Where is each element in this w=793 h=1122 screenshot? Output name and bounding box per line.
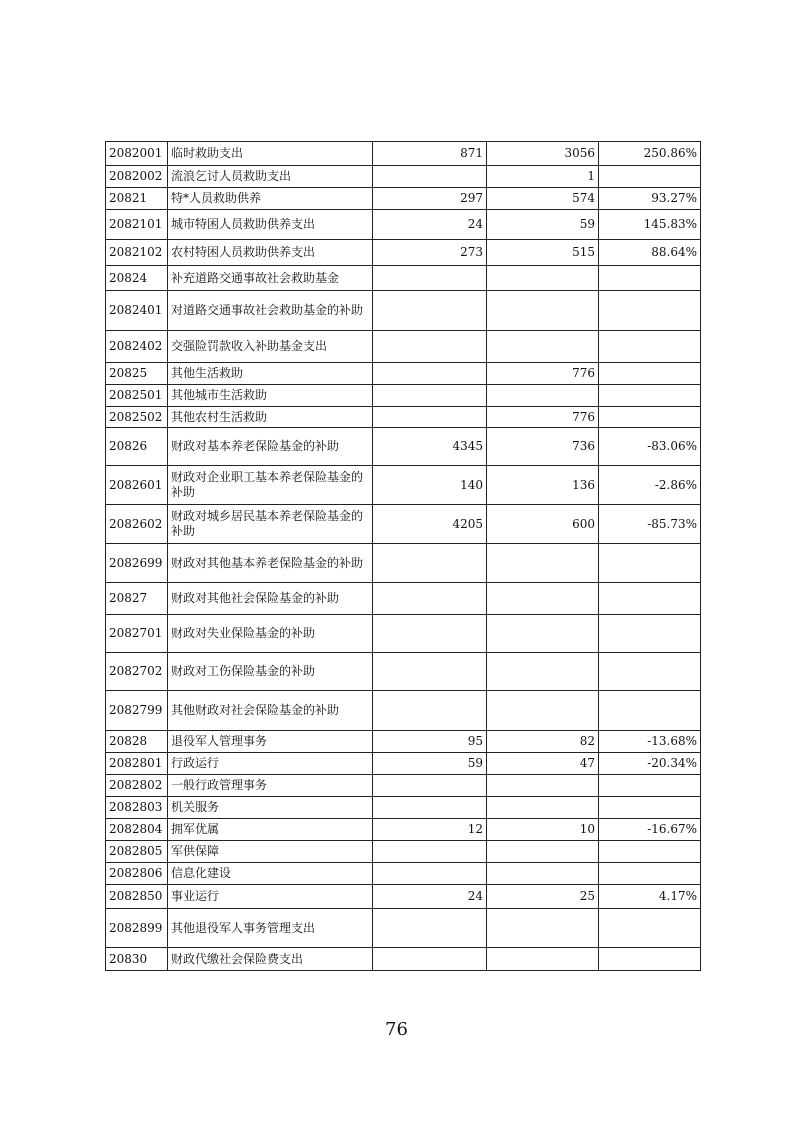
item-name: 机关服务 xyxy=(168,797,373,819)
item-name: 补充道路交通事故社会救助基金 xyxy=(168,266,373,291)
item-code: 2082702 xyxy=(106,653,168,691)
value-2: 10 xyxy=(487,819,599,841)
value-1: 4345 xyxy=(373,428,487,466)
percent-change xyxy=(599,653,701,691)
item-code: 20826 xyxy=(106,428,168,466)
item-name: 行政运行 xyxy=(168,753,373,775)
table-row xyxy=(106,909,701,948)
item-name: 其他财政对社会保险基金的补助 xyxy=(168,691,373,731)
item-name: 一般行政管理事务 xyxy=(168,775,373,797)
percent-change xyxy=(599,291,701,331)
value-2: 574 xyxy=(487,188,599,210)
item-code: 2082803 xyxy=(106,797,168,819)
table-row xyxy=(106,753,701,775)
table-row xyxy=(106,885,701,909)
table-row xyxy=(106,797,701,819)
item-code: 2082001 xyxy=(106,142,168,166)
table-row xyxy=(106,819,701,841)
value-1: 59 xyxy=(373,753,487,775)
table-row xyxy=(106,188,701,210)
item-name: 财政对工伤保险基金的补助 xyxy=(168,653,373,691)
item-name: 退役军人管理事务 xyxy=(168,731,373,753)
percent-change xyxy=(599,266,701,291)
value-2: 25 xyxy=(487,885,599,909)
value-2: 1 xyxy=(487,166,599,188)
table-row xyxy=(106,210,701,240)
value-2 xyxy=(487,775,599,797)
table-row xyxy=(106,266,701,291)
value-2 xyxy=(487,909,599,948)
value-1 xyxy=(373,291,487,331)
table-row xyxy=(106,385,701,407)
value-2: 47 xyxy=(487,753,599,775)
budget-table xyxy=(105,141,701,971)
value-1: 297 xyxy=(373,188,487,210)
value-2 xyxy=(487,385,599,407)
item-name: 特*人员救助供养 xyxy=(168,188,373,210)
item-code: 20827 xyxy=(106,583,168,615)
table-row xyxy=(106,731,701,753)
percent-change: -16.67% xyxy=(599,819,701,841)
item-name: 临时救助支出 xyxy=(168,142,373,166)
percent-change xyxy=(599,948,701,971)
item-name: 财政对其他社会保险基金的补助 xyxy=(168,583,373,615)
table-row xyxy=(106,691,701,731)
item-name: 拥军优属 xyxy=(168,819,373,841)
table-row xyxy=(106,166,701,188)
value-2 xyxy=(487,615,599,653)
item-name: 财政对企业职工基本养老保险基金的补助 xyxy=(168,466,373,505)
item-code: 2082799 xyxy=(106,691,168,731)
percent-change: 250.86% xyxy=(599,142,701,166)
item-code: 2082850 xyxy=(106,885,168,909)
item-name: 城市特困人员救助供养支出 xyxy=(168,210,373,240)
value-1 xyxy=(373,775,487,797)
percent-change xyxy=(599,775,701,797)
table-row xyxy=(106,142,701,166)
percent-change xyxy=(599,583,701,615)
table-row xyxy=(106,291,701,331)
value-1 xyxy=(373,407,487,428)
value-1 xyxy=(373,266,487,291)
value-1 xyxy=(373,615,487,653)
value-1 xyxy=(373,863,487,885)
percent-change: 145.83% xyxy=(599,210,701,240)
item-code: 2082802 xyxy=(106,775,168,797)
item-code: 2082701 xyxy=(106,615,168,653)
table-row xyxy=(106,466,701,505)
item-code: 2082805 xyxy=(106,841,168,863)
value-1: 273 xyxy=(373,240,487,266)
value-1 xyxy=(373,385,487,407)
value-1 xyxy=(373,363,487,385)
value-2 xyxy=(487,797,599,819)
percent-change xyxy=(599,863,701,885)
percent-change: -85.73% xyxy=(599,505,701,544)
item-code: 2082102 xyxy=(106,240,168,266)
value-2: 776 xyxy=(487,407,599,428)
value-2: 136 xyxy=(487,466,599,505)
value-2 xyxy=(487,544,599,583)
value-2 xyxy=(487,653,599,691)
item-name: 财政对基本养老保险基金的补助 xyxy=(168,428,373,466)
table-row xyxy=(106,948,701,971)
item-code: 2082402 xyxy=(106,331,168,363)
value-1 xyxy=(373,948,487,971)
table-row xyxy=(106,428,701,466)
table-row xyxy=(106,240,701,266)
item-name: 其他农村生活救助 xyxy=(168,407,373,428)
item-code: 2082101 xyxy=(106,210,168,240)
value-1 xyxy=(373,166,487,188)
percent-change: 93.27% xyxy=(599,188,701,210)
table-row xyxy=(106,775,701,797)
value-2 xyxy=(487,691,599,731)
value-2: 515 xyxy=(487,240,599,266)
value-2 xyxy=(487,266,599,291)
item-code: 2082502 xyxy=(106,407,168,428)
table-row xyxy=(106,363,701,385)
value-2: 59 xyxy=(487,210,599,240)
value-1: 12 xyxy=(373,819,487,841)
item-name: 财政代缴社会保险费支出 xyxy=(168,948,373,971)
item-code: 20828 xyxy=(106,731,168,753)
value-2: 82 xyxy=(487,731,599,753)
item-name: 对道路交通事故社会救助基金的补助 xyxy=(168,291,373,331)
item-code: 2082801 xyxy=(106,753,168,775)
value-1 xyxy=(373,841,487,863)
item-name: 其他退役军人事务管理支出 xyxy=(168,909,373,948)
percent-change: 4.17% xyxy=(599,885,701,909)
percent-change xyxy=(599,797,701,819)
value-1 xyxy=(373,691,487,731)
value-1 xyxy=(373,331,487,363)
percent-change xyxy=(599,909,701,948)
value-2 xyxy=(487,331,599,363)
item-name: 流浪乞讨人员救助支出 xyxy=(168,166,373,188)
item-code: 2082002 xyxy=(106,166,168,188)
percent-change xyxy=(599,407,701,428)
item-code: 2082699 xyxy=(106,544,168,583)
value-1 xyxy=(373,909,487,948)
percent-change: -20.34% xyxy=(599,753,701,775)
value-2 xyxy=(487,291,599,331)
value-1 xyxy=(373,583,487,615)
percent-change xyxy=(599,841,701,863)
item-name: 其他生活救助 xyxy=(168,363,373,385)
item-name: 财政对城乡居民基本养老保险基金的补助 xyxy=(168,505,373,544)
table-row xyxy=(106,544,701,583)
item-name: 财政对其他基本养老保险基金的补助 xyxy=(168,544,373,583)
table-row xyxy=(106,615,701,653)
value-1 xyxy=(373,797,487,819)
percent-change xyxy=(599,691,701,731)
table-row xyxy=(106,505,701,544)
item-code: 20821 xyxy=(106,188,168,210)
item-code: 2082602 xyxy=(106,505,168,544)
item-name: 事业运行 xyxy=(168,885,373,909)
table-row xyxy=(106,841,701,863)
item-code: 20830 xyxy=(106,948,168,971)
percent-change xyxy=(599,615,701,653)
value-2 xyxy=(487,948,599,971)
value-2 xyxy=(487,863,599,885)
item-name: 农村特困人员救助供养支出 xyxy=(168,240,373,266)
table-row xyxy=(106,583,701,615)
table-row xyxy=(106,407,701,428)
item-name: 交强险罚款收入补助基金支出 xyxy=(168,331,373,363)
item-name: 信息化建设 xyxy=(168,863,373,885)
percent-change: -83.06% xyxy=(599,428,701,466)
value-2: 736 xyxy=(487,428,599,466)
item-name: 其他城市生活救助 xyxy=(168,385,373,407)
value-2: 600 xyxy=(487,505,599,544)
value-2 xyxy=(487,841,599,863)
value-1: 140 xyxy=(373,466,487,505)
item-code: 2082899 xyxy=(106,909,168,948)
item-code: 2082806 xyxy=(106,863,168,885)
table-row xyxy=(106,331,701,363)
percent-change xyxy=(599,544,701,583)
item-code: 2082401 xyxy=(106,291,168,331)
value-1: 4205 xyxy=(373,505,487,544)
value-1: 24 xyxy=(373,885,487,909)
percent-change: -2.86% xyxy=(599,466,701,505)
table-row xyxy=(106,863,701,885)
item-name: 军供保障 xyxy=(168,841,373,863)
value-2: 776 xyxy=(487,363,599,385)
item-code: 20825 xyxy=(106,363,168,385)
page-number: 76 xyxy=(385,1019,408,1040)
percent-change xyxy=(599,385,701,407)
value-2 xyxy=(487,583,599,615)
percent-change: 88.64% xyxy=(599,240,701,266)
item-name: 财政对失业保险基金的补助 xyxy=(168,615,373,653)
percent-change xyxy=(599,331,701,363)
table-row xyxy=(106,653,701,691)
item-code: 2082804 xyxy=(106,819,168,841)
value-1 xyxy=(373,544,487,583)
value-1 xyxy=(373,653,487,691)
percent-change: -13.68% xyxy=(599,731,701,753)
value-1: 871 xyxy=(373,142,487,166)
item-code: 20824 xyxy=(106,266,168,291)
item-code: 2082501 xyxy=(106,385,168,407)
value-1: 24 xyxy=(373,210,487,240)
value-1: 95 xyxy=(373,731,487,753)
value-2: 3056 xyxy=(487,142,599,166)
item-code: 2082601 xyxy=(106,466,168,505)
percent-change xyxy=(599,363,701,385)
percent-change xyxy=(599,166,701,188)
